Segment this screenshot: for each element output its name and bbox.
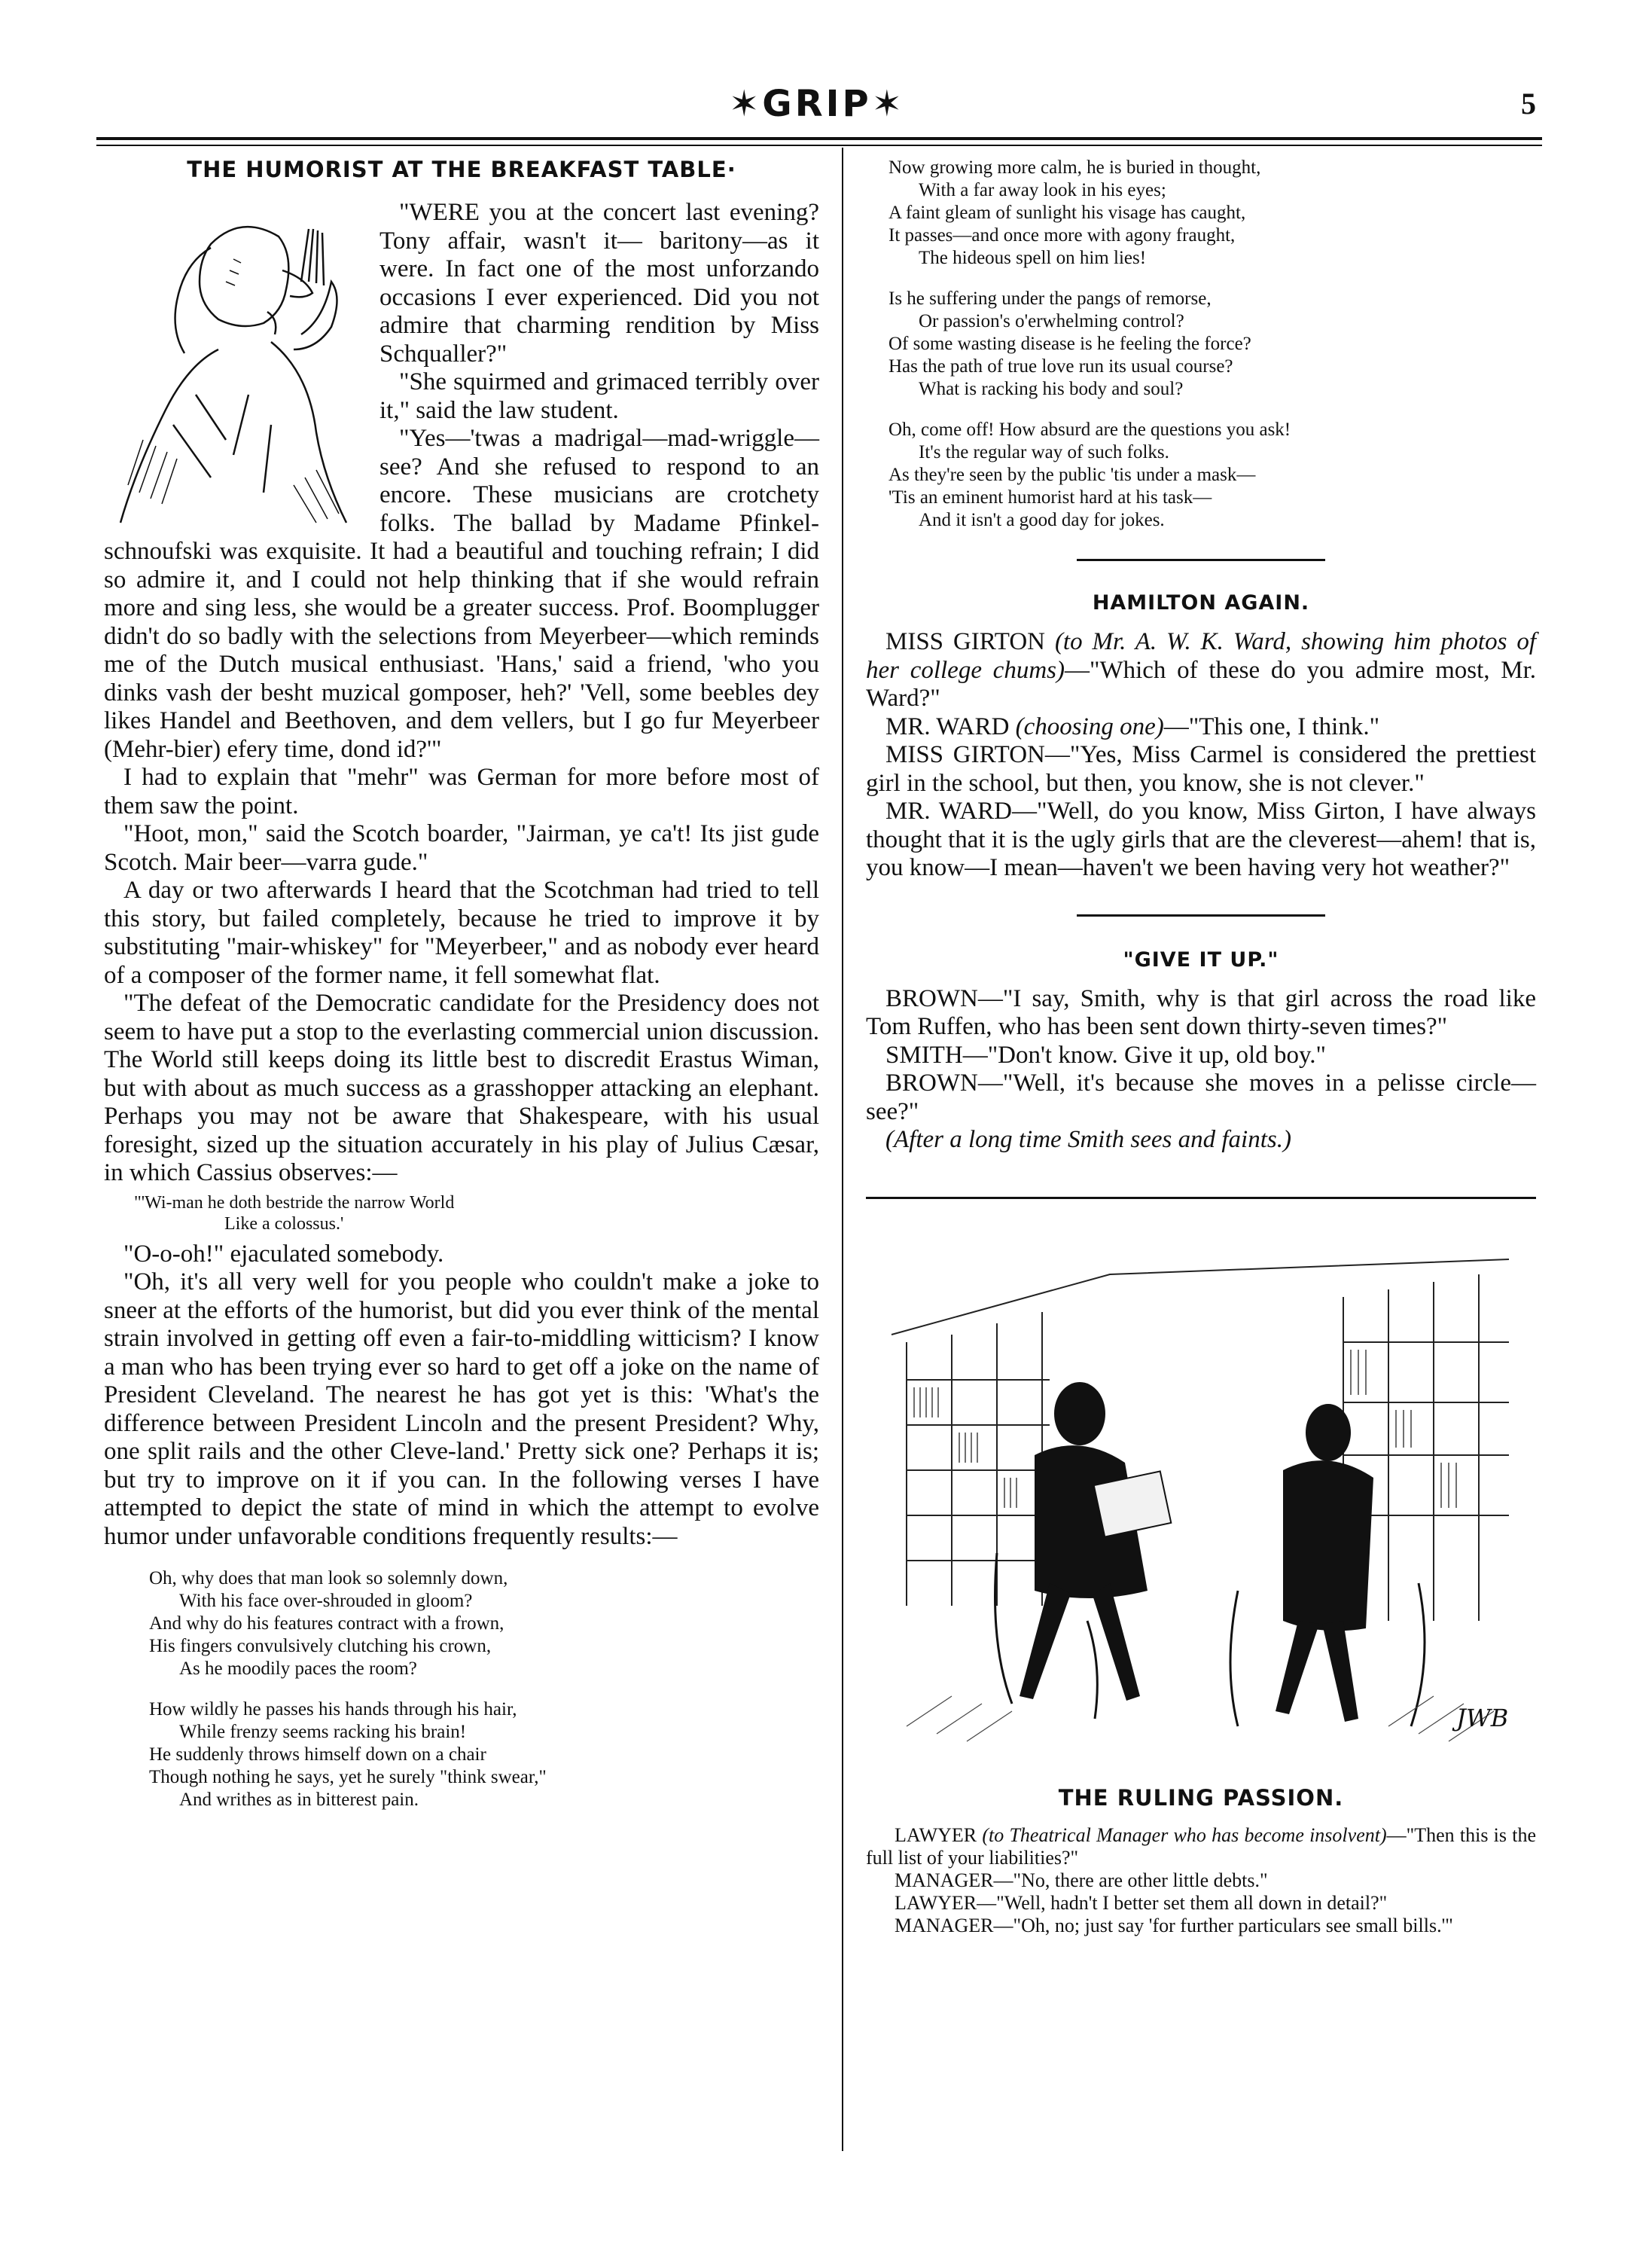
paragraph: "Yes—'twas a madrigal—mad-wriggle—see? And she refused to respond to an encore. These musicians are crotchety folks. The ballad by Madame Pfinkel-schnoufski was exquisite. It had a beautiful and touching refrain; I did so admire it, and I could not help thinking that if she would refrain more and sing less, she would be a greater success. Prof. Boomplugger didn't do so badly with the selections from Meyerbeer—which reminds me of the Dutch musical enthusiast. 'Hans,' said a friend, 'who you dinks vash der besht muzical gomposer, heh?' 'Vell, some beebles dey likes Handel and Beethoven, and dem vellers, but I go fur Meyerbeer (Mehr-bier) efery time, dond id?'"	[104, 425, 819, 763]
paragraph: "O-o-oh!" ejaculated somebody.	[123, 1240, 444, 1268]
ruling-passion-dialogue	[866, 1824, 1536, 1937]
speaker: MR. WARD	[885, 798, 1012, 825]
humorist-article-continued	[104, 1240, 819, 1552]
speech: —"Which of these do you admire most, Mr. Ward?"	[866, 656, 1536, 712]
verse-stanza	[149, 1698, 819, 1811]
verse-line: His fingers convulsively clutching his crown,	[149, 1636, 492, 1656]
verse-line: With a far away look in his eyes;	[919, 180, 1166, 200]
dialogue-line	[866, 985, 1536, 1042]
verse-line: And writhes as in bitterest pain.	[179, 1790, 419, 1810]
verse-line: With his face over-shrouded in gloom?	[179, 1591, 473, 1611]
verse-line: Or passion's o'erwhelming control?	[919, 311, 1184, 331]
dialogue-line	[866, 1126, 1536, 1155]
stage-direction: (After a long time Smith sees and faints.)	[885, 1126, 1291, 1153]
verse-line: Oh, come off! How absurd are the questions you ask!	[888, 420, 1291, 440]
quote-line: "'Wi-man he doth bestride the narrow World	[134, 1192, 455, 1213]
paragraph: "WERE you at the concert last evening? Tony affair, wasn't it— baritony—as it were. In fact one of the most unforzando occasions I ever experienced. Did you not admire that charming rendition by Miss Schqualler?"	[379, 199, 819, 368]
hamilton-article	[866, 628, 1536, 883]
dialogue-line	[866, 1915, 1536, 1937]
verse-line: It's the regular way of such folks.	[919, 442, 1169, 462]
stage-direction: (choosing one)	[1015, 713, 1164, 740]
verse-line: As he moodily paces the room?	[179, 1658, 417, 1679]
verse-line: The hideous spell on him lies!	[919, 248, 1147, 268]
speech: —"Well, hadn't I better set them all down in detail?"	[977, 1891, 1388, 1914]
paragraph: "Oh, it's all very well for you people who couldn't make a joke to sneer at the efforts of the humorist, but did you ever think of the mental strain involved in getting off even a fair-to-middling witticism? I know a man who has been trying ever so hard to get off a joke on the name of President Cleveland. The nearest he has got yet is this: 'What's the difference between President Lincoln and the present President? Why, one split rails and the other Cleve-land.' Pretty sick one? Perhaps it is; but try to improve on it if you can. In the following verses I have attempted to depict the state of mind in which the attempt to evolve humor under unfavorable conditions frequently results:—	[104, 1268, 819, 1550]
speech: —"Oh, no; just say 'for further particulars see small bills.'"	[993, 1914, 1453, 1936]
speech: —"Well, do you know, Miss Girton, I have always thought that it is the ugly girls that are the cleverest—ahem! that is, you know—I mean—haven't we been having very hot weather?"	[866, 798, 1536, 881]
dialogue-line	[866, 741, 1536, 798]
verse-line: As they're seen by the public 'tis under a mask—	[888, 465, 1256, 485]
article-heading-humorist: THE HUMORIST AT THE BREAKFAST TABLE·	[187, 157, 736, 182]
dialogue-line	[866, 628, 1536, 713]
speaker: MISS GIRTON	[885, 741, 1045, 768]
verse-line: It passes—and once more with agony fraught,	[888, 225, 1236, 246]
speaker: LAWYER	[895, 1891, 977, 1914]
page-number: 5	[1521, 87, 1536, 121]
verse-stanza	[888, 288, 1536, 401]
dialogue-line	[866, 713, 1536, 742]
humorist-illustration	[98, 199, 369, 530]
speaker: MANAGER	[895, 1914, 994, 1936]
verse-line: Is he suffering under the pangs of remorse,	[888, 288, 1212, 309]
speaker: MISS GIRTON	[885, 628, 1046, 655]
stage-direction: (to Theatrical Manager who has become insolvent)	[982, 1823, 1387, 1846]
verse-line: Of some wasting disease is he feeling the force?	[888, 334, 1251, 354]
verse-line: And why do his features contract with a frown,	[149, 1613, 504, 1634]
humorist-verse-left	[149, 1567, 819, 1811]
verse-line: Has the path of true love run its usual course?	[888, 356, 1233, 377]
column-divider	[842, 148, 843, 2151]
give-it-up-article	[866, 985, 1536, 1155]
article-heading-give-it-up: "GIVE IT UP."	[1123, 947, 1279, 972]
speech: —"This one, I think."	[1163, 713, 1380, 740]
speech: —"Well, it's because she moves in a pelisse circle—see?"	[866, 1070, 1536, 1125]
speaker: LAWYER	[895, 1823, 977, 1846]
left-column	[104, 157, 819, 1829]
verse-line: A faint gleam of sunlight his visage has caught,	[888, 203, 1246, 223]
humorist-verse-right	[888, 157, 1536, 532]
section-rule	[866, 1197, 1536, 1199]
paragraph: I had to explain that "mehr" was German for more before most of them saw the point.	[104, 764, 819, 819]
paragraph: A day or two afterwards I heard that the Scotchman had tried to tell this story, but failed completely, because he tried to improve it by substituting "mair-whiskey" for "Meyerbeer," and as nobody ever heard of a composer of the former name, it fell somewhat flat.	[104, 877, 819, 989]
masthead	[90, 83, 1544, 128]
header-rule	[96, 137, 1542, 146]
speech: —"Then this is the full list of your liabilities?"	[866, 1823, 1537, 1869]
verse-line: Though nothing he says, yet he surely "think swear,"	[149, 1767, 547, 1787]
dialogue-line	[866, 1892, 1536, 1915]
verse-line: What is racking his body and soul?	[919, 379, 1184, 399]
speaker: BROWN	[885, 984, 978, 1012]
verse-stanza	[888, 157, 1536, 270]
stage-direction: (to Mr. A. W. K. Ward, showing him photos of her college chums)	[866, 628, 1536, 684]
section-rule	[1077, 559, 1325, 561]
verse-stanza	[149, 1567, 819, 1680]
speaker: MANAGER	[895, 1869, 994, 1891]
artist-signature: JWB	[1456, 1703, 1509, 1732]
humorist-article	[104, 199, 819, 1188]
dialogue-line	[866, 1070, 1536, 1126]
speaker: SMITH	[885, 1041, 963, 1069]
paragraph: "She squirmed and grimaced terribly over it," said the law student.	[379, 368, 819, 424]
speech: —"Yes, Miss Carmel is considered the prettiest girl in the school, but then, you know, she is not clever."	[866, 741, 1536, 797]
verse-line: Now growing more calm, he is buried in thought,	[888, 157, 1261, 178]
dialogue-line	[866, 1869, 1536, 1892]
shakespeare-quote	[134, 1192, 819, 1234]
article-heading-hamilton: HAMILTON AGAIN.	[1092, 591, 1310, 615]
cartoon-caption-heading: THE RULING PASSION.	[1058, 1784, 1344, 1811]
verse-line: 'Tis an eminent humorist hard at his task—	[888, 487, 1212, 508]
speech: —"No, there are other little debts."	[993, 1869, 1268, 1891]
quote-line: Like a colossus.'	[224, 1213, 344, 1234]
paragraph: "The defeat of the Democratic candidate for the Presidency does not seem to have put a stop to the everlasting commercial union discussion. The World still keeps doing its little best to discredit Erastus Wiman, but with about as much success as a grasshopper attacking an elephant. Perhaps you may not be aware that Shakespeare, with his usual foresight, sized up the situation accurately in his play of Julius Cæsar, in which Cassius observes:—	[104, 990, 819, 1186]
ruling-passion-cartoon	[861, 1229, 1539, 1771]
verse-line: He suddenly throws himself down on a chair	[149, 1744, 486, 1765]
speech: —"I say, Smith, why is that girl across the road like Tom Ruffen, who has been sent down thirty-seven times?"	[866, 984, 1536, 1040]
dialogue-line	[866, 1042, 1536, 1070]
verse-line: How wildly he passes his hands through his hair,	[149, 1699, 517, 1719]
right-column	[866, 157, 1536, 1937]
verse-line: Oh, why does that man look so solemnly down,	[149, 1568, 508, 1588]
speaker: MR. WARD	[885, 713, 1010, 740]
verse-line: While frenzy seems racking his brain!	[179, 1722, 467, 1742]
verse-line: And it isn't a good day for jokes.	[919, 510, 1165, 530]
verse-stanza	[888, 419, 1536, 532]
dialogue-line	[866, 1824, 1536, 1869]
dialogue-line	[866, 798, 1536, 883]
speaker: BROWN	[885, 1070, 978, 1097]
speech: —"Don't know. Give it up, old boy."	[962, 1041, 1327, 1069]
paragraph: "Hoot, mon," said the Scotch boarder, "Jairman, ye ca't! Its jist gude Scotch. Mair beer—varra gude."	[104, 820, 819, 876]
publication-title: ✶GRIP✶	[729, 83, 905, 125]
section-rule	[1077, 914, 1325, 917]
